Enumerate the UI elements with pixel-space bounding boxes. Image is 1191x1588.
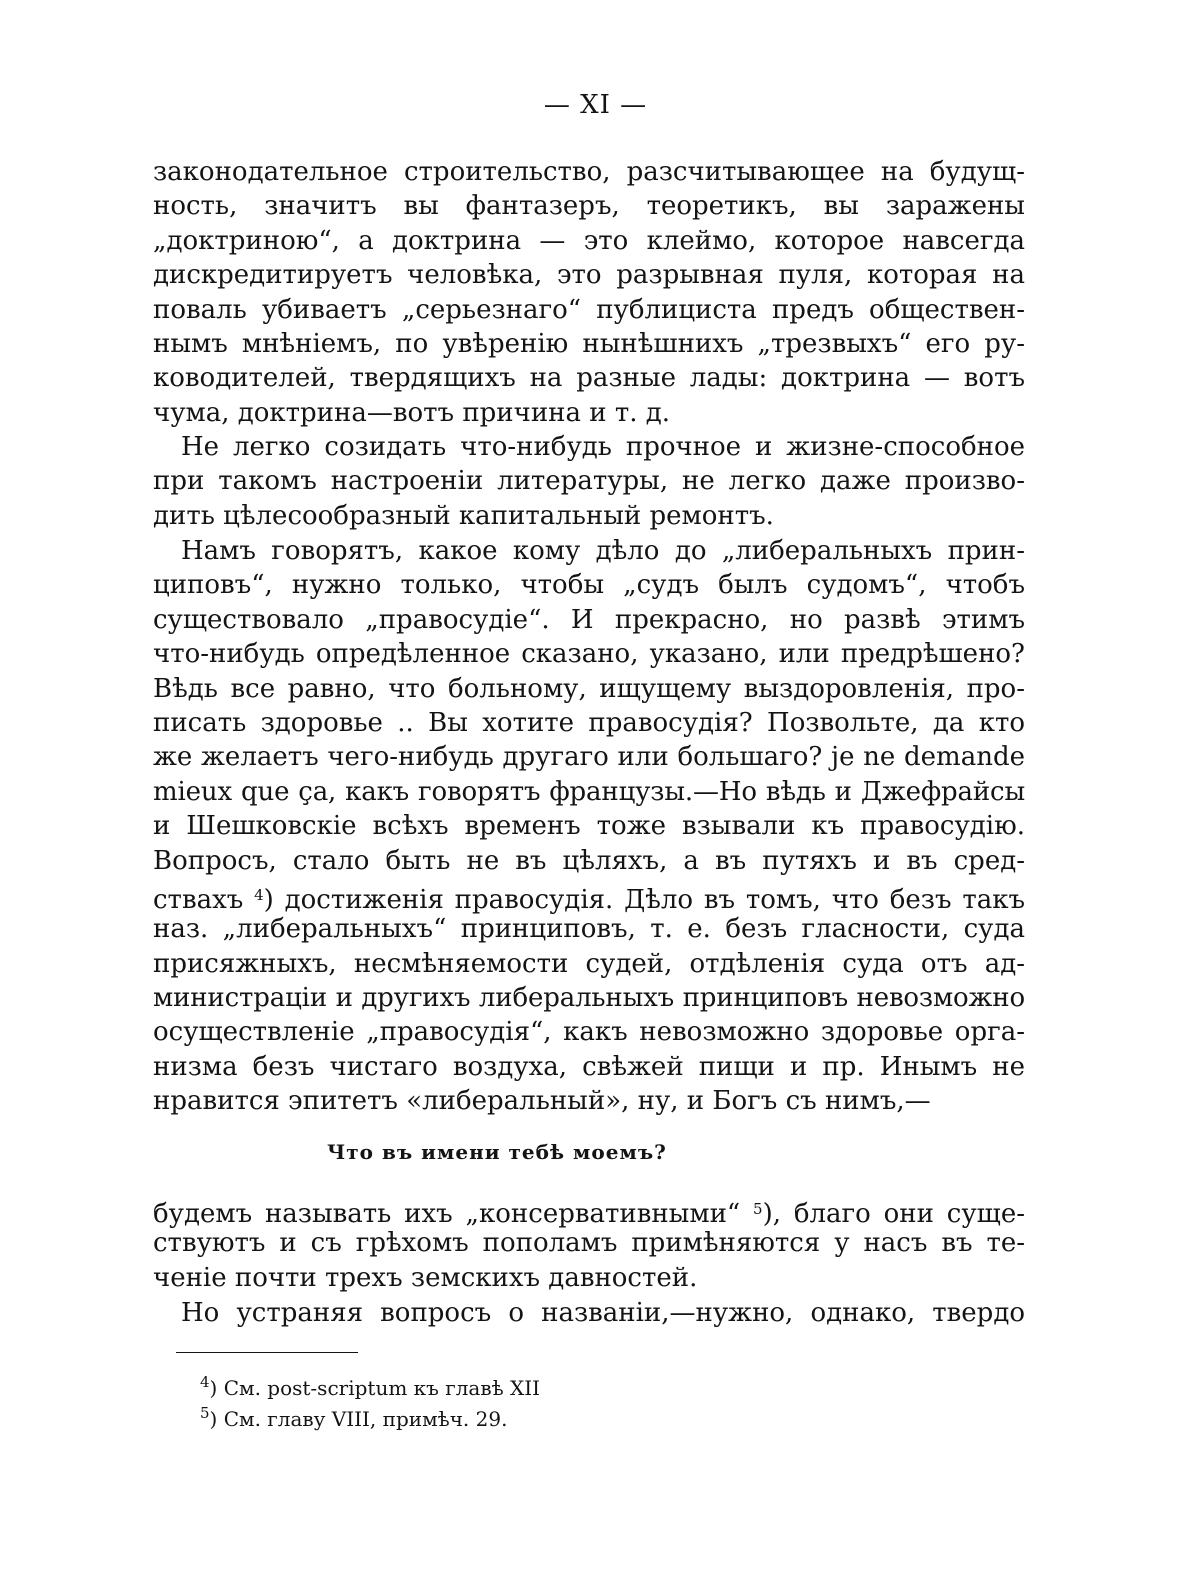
text-fragment: будемъ называть ихъ „консервативными“ (153, 1199, 741, 1229)
footnote-divider (176, 1352, 358, 1353)
text-line: при такомъ настроеніи литературы, не легко даже произво- (153, 466, 1025, 497)
text-line: осуществленіе „правосудія“, какъ невозможно здоровье орга- (153, 1017, 1025, 1048)
text-line: ченіе почти трехъ земскихъ давностей. (153, 1262, 698, 1293)
text-line: низма безъ чистаго воздуха, свѣжей пищи и пр. Инымъ не (153, 1051, 1025, 1082)
text-line: же желаетъ чего-нибудь другаго или большаго? je ne demande (153, 742, 1025, 773)
text-line: Но устраняя вопросъ о названіи,—нужно, однако, твердо (181, 1298, 1025, 1328)
text-line: mieux que ça, какъ говорятъ французы.—Но вѣдь и Джефрайсы (153, 776, 1025, 807)
paragraph-2 (153, 430, 1025, 533)
footnote-text: ) См. post-scriptum къ главѣ XII (209, 1376, 541, 1400)
text-line: существовало „правосудіе“. И прекрасно, но развѣ этимъ (153, 604, 1025, 635)
text-line-with-footnote-ref (153, 878, 1025, 915)
text-line: ководителей, твердящихъ на разные лады: доктрина — вотъ (153, 363, 1025, 394)
text-line: Вѣдь все равно, что больному, ищущему выздоровленія, про- (153, 673, 1025, 704)
text-line: дить цѣлесообразный капитальный ремонтъ. (153, 500, 774, 531)
text-line: Не легко созидать что-нибудь прочное и жизне-способное (181, 432, 1025, 462)
text-line: нымъ мнѣніемъ, по увѣренію нынѣшнихъ „трезвыхъ“ его ру- (153, 328, 1025, 359)
footnote-5 (200, 1404, 507, 1431)
text-line: ность, значитъ вы фантазеръ, теоретикъ, вы заражены (153, 191, 1025, 222)
text-fragment: ствахъ (153, 884, 244, 915)
footnote-ref-4: 4 (254, 885, 264, 904)
verse-quote: Что въ имени тебѣ моемъ? (327, 1140, 667, 1164)
paragraph-5 (153, 1296, 1025, 1330)
text-line: и Шешковскіе всѣхъ временъ тоже взывали къ правосудію. (153, 811, 1025, 842)
text-line: что-нибудь опредѣленное сказано, указано, или предрѣшено? (153, 639, 1025, 670)
paragraph-4 (153, 1192, 1025, 1295)
text-line-with-footnote-ref (153, 1192, 1025, 1229)
footnote-text: ) См. главу VIII, примѣч. 29. (209, 1407, 508, 1431)
text-line: чума, доктрина—вотъ причина и т. д. (153, 397, 671, 428)
text-line: „доктриною“, а доктрина — это клеймо, которое навсегда (153, 225, 1025, 256)
footnote-number: 4 (200, 1373, 210, 1391)
text-line: Вопросъ, стало быть не въ цѣляхъ, а въ путяхъ и въ сред- (153, 845, 1025, 876)
paragraph-3 (153, 534, 1025, 1119)
text-line: присяжныхъ, несмѣняемости судей, отдѣленія суда отъ ад- (153, 948, 1025, 979)
text-line: министраціи и другихъ либеральныхъ принциповъ невозможно (153, 983, 1025, 1014)
text-line: законодательное строительство, разсчитывающее на будущ- (153, 157, 1025, 187)
text-line: ствуютъ и съ грѣхомъ пополамъ примѣняются у насъ въ те- (153, 1228, 1025, 1259)
footnote-ref-5: 5 (753, 1200, 763, 1218)
text-fragment: ) достиженія правосудія. Дѣло въ томъ, что безъ такъ (263, 884, 1025, 915)
text-line: поваль убиваетъ „серьезнаго“ публициста предъ обществен- (153, 294, 1025, 325)
page-number: — XI — (543, 90, 648, 120)
footnote-4 (200, 1373, 540, 1400)
text-line: наз. „либеральныхъ“ принциповъ, т. е. безъ гласности, суда (153, 914, 1025, 945)
text-line: писать здоровье .. Вы хотите правосудія? Позвольте, да кто (153, 707, 1025, 738)
text-line: дискредитируетъ человѣка, это разрывная пуля, которая на (153, 260, 1025, 291)
text-line: нравится эпитетъ «либеральный», ну, и Богъ съ нимъ,— (153, 1086, 931, 1117)
paragraph-1 (153, 155, 1025, 430)
text-line: Намъ говорятъ, какое кому дѣло до „либеральныхъ прин- (181, 536, 1025, 566)
footnote-number: 5 (200, 1404, 210, 1422)
text-fragment: ), благо они суще- (762, 1199, 1025, 1229)
text-line: циповъ“, нужно только, чтобы „судъ былъ судомъ“, чтобъ (153, 570, 1025, 601)
